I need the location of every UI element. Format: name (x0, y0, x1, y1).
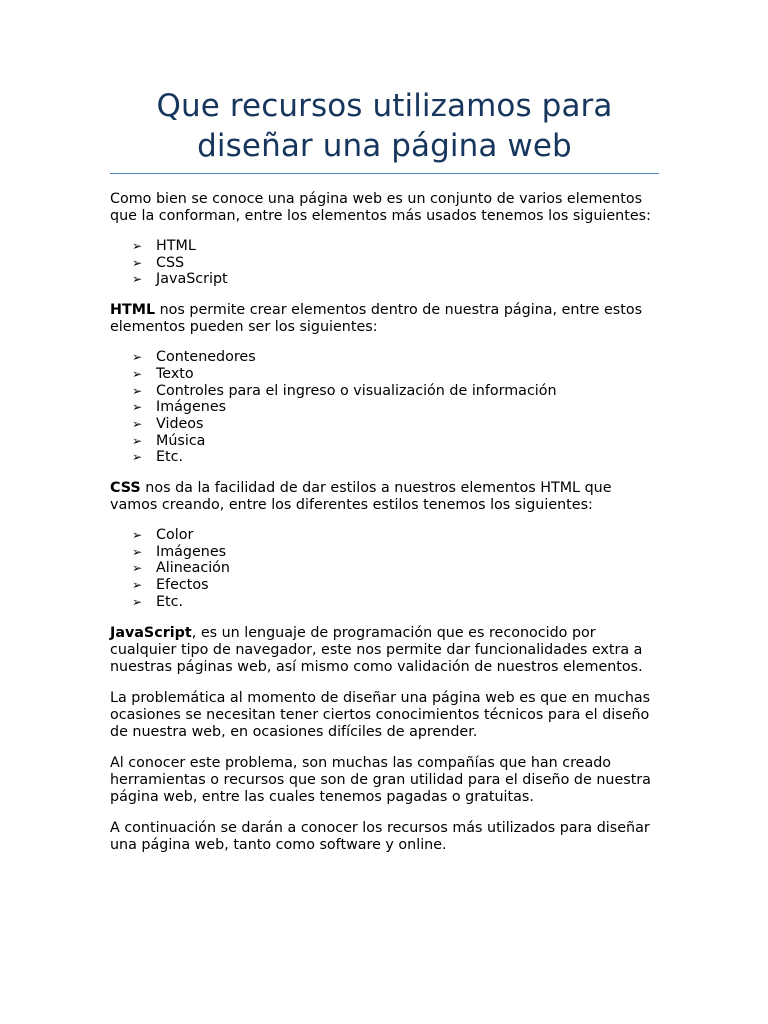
css-term: CSS (110, 480, 141, 497)
list-item-text: Contenedores (156, 349, 256, 366)
list-item (132, 594, 659, 611)
list-item (132, 433, 659, 450)
list-item (132, 238, 659, 255)
list-item-text: Etc. (156, 593, 184, 610)
list-item (132, 544, 659, 561)
arrowhead-bullet-icon: ➢ (132, 450, 143, 465)
list-item (132, 399, 659, 416)
list-item-text: Música (156, 432, 206, 449)
arrowhead-bullet-icon: ➢ (132, 272, 143, 287)
list-item (132, 449, 659, 466)
arrowhead-bullet-icon: ➢ (132, 433, 143, 448)
arrowhead-bullet-icon: ➢ (132, 594, 143, 609)
list-item (132, 383, 659, 400)
arrowhead-bullet-icon: ➢ (132, 416, 143, 431)
list-item (132, 416, 659, 433)
arrowhead-bullet-icon: ➢ (132, 366, 143, 381)
companies-paragraph: Al conocer este problema, son muchas las compañías que han creado herramientas o recursos que son de gran utilidad para el diseño de nuestra página web, entre las cuales tenemos pagadas o gratuitas. (110, 754, 651, 805)
arrowhead-bullet-icon: ➢ (132, 255, 143, 270)
title-underline (110, 173, 659, 174)
list-item-text: Color (156, 527, 194, 544)
next-paragraph: A continuación se darán a conocer los recursos más utilizados para diseñar una página web, tanto como software y online. (110, 819, 650, 853)
list-item-text: Imágenes (156, 543, 227, 560)
arrowhead-bullet-icon: ➢ (132, 561, 143, 576)
list-item-text: JavaScript (156, 271, 228, 288)
list-item-text: Texto (156, 365, 194, 382)
arrowhead-bullet-icon: ➢ (132, 578, 143, 593)
arrowhead-bullet-icon: ➢ (132, 544, 143, 559)
list-item-text: Etc. (156, 449, 184, 466)
arrowhead-bullet-icon: ➢ (132, 383, 143, 398)
javascript-paragraph (110, 625, 659, 676)
list-item-text: Efectos (156, 577, 209, 594)
list-item (132, 255, 659, 272)
list-item (132, 527, 659, 544)
intro-paragraph: Como bien se conoce una página web es un conjunto de varios elementos que la conforman, entre los elementos más usados tenemos los siguientes: (110, 191, 651, 224)
technologies-list (110, 238, 659, 288)
list-item-text: Controles para el ingreso o visualización de información (156, 382, 557, 399)
list-item-text: Alineación (156, 560, 230, 577)
list-item-text: Videos (156, 415, 204, 432)
title-line-1: Que recursos utilizamos para (156, 88, 613, 124)
javascript-term: JavaScript (110, 624, 192, 641)
list-item (132, 560, 659, 577)
arrowhead-bullet-icon: ➢ (132, 350, 143, 365)
title-line-2: diseñar una página web (197, 128, 572, 164)
page-title (110, 86, 659, 166)
css-styles-list (110, 527, 659, 611)
list-item-text: CSS (156, 254, 185, 271)
list-item (132, 349, 659, 366)
arrowhead-bullet-icon: ➢ (132, 528, 143, 543)
list-item (132, 577, 659, 594)
list-item-text: HTML (156, 238, 196, 254)
css-description: nos da la facilidad de dar estilos a nuestros elementos HTML que vamos creando, entre los diferentes estilos tenemos los siguientes: (110, 480, 612, 514)
html-paragraph (110, 302, 659, 336)
problem-paragraph: La problemática al momento de diseñar una página web es que en muchas ocasiones se necesitan tener ciertos conocimientos técnicos para el diseño de nuestra web, en ocasiones difíciles de aprender. (110, 689, 651, 740)
arrowhead-bullet-icon: ➢ (132, 400, 143, 415)
arrowhead-bullet-icon: ➢ (132, 239, 143, 253)
list-item (132, 271, 659, 288)
css-paragraph (110, 480, 659, 514)
html-term: HTML (110, 302, 156, 319)
javascript-description: , es un lenguaje de programación que es reconocido por cualquier tipo de navegador, este nos permite dar funcionalidades extra a nuestras páginas web, así mismo como validación de nuestros elementos. (110, 624, 643, 675)
list-item (132, 366, 659, 383)
html-elements-list (110, 349, 659, 466)
list-item-text: Imágenes (156, 399, 227, 416)
html-description: nos permite crear elementos dentro de nuestra página, entre estos elementos pueden ser los siguientes: (110, 302, 643, 336)
